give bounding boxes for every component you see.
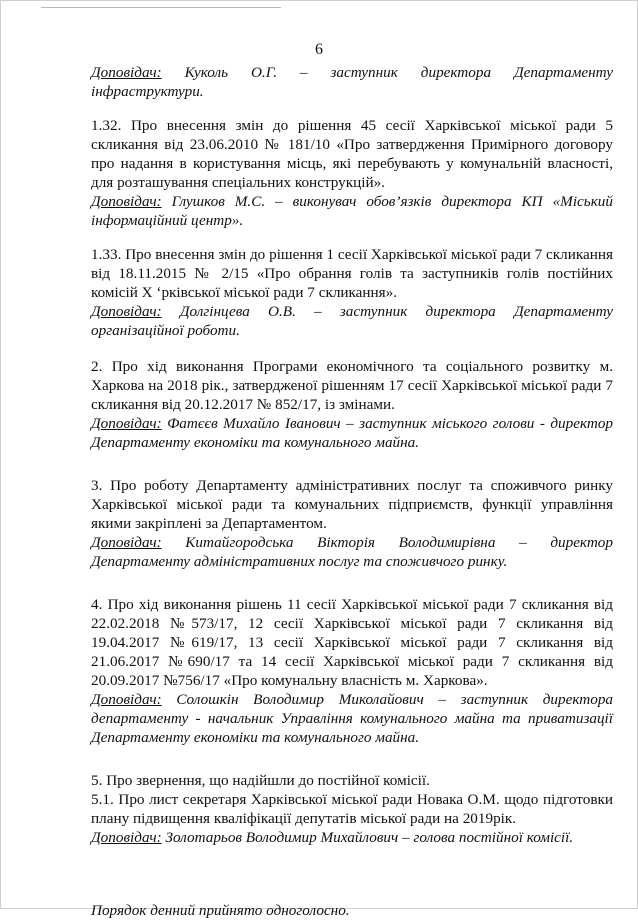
reporter-text: Долгінцева О.В. – заступник директора Департаменту організаційної роботи.: [91, 303, 614, 339]
reporter-text: Фатєєв Михайло Іванович – заступник міського голови - директор Департаменту економіки та комунального майна.: [91, 415, 614, 451]
reporter-text: Куколь О.Г. – заступник директора Департаменту інфраструктури.: [91, 64, 614, 100]
agenda-item-1-33: 1.33. Про внесення змін до рішення 1 сесії Харківської міської ради 7 скликання від 18.11.2015 № 2/15 «Про обрання голів та заступників голів постійних комісій Х ‘рківської міської ради 7 скликання».: [91, 246, 613, 301]
reporter-text: Глушков М.С. – виконувач обов’язків директора КП «Міський інформаційний центр».: [91, 193, 613, 229]
reporter-label: Доповідач:: [91, 691, 162, 708]
item-3-reporter: [91, 533, 613, 571]
item-1-32-reporter: [91, 192, 613, 230]
item-1-33-reporter: [91, 302, 613, 340]
reporter-label: Доповідач:: [91, 64, 162, 81]
intro-reporter: [91, 63, 613, 101]
reporter-label: Доповідач:: [91, 193, 162, 210]
scan-artifact-line: [41, 7, 281, 8]
reporter-label: Доповідач:: [91, 303, 162, 320]
agenda-item-1-32: 1.32. Про внесення змін до рішення 45 сесії Харківської міської ради 5 скликання від 23.06.2010 № 181/10 «Про затвердження Примірного договору про надання в користування місць, які перебувають у комунальній власності, для розташування спеціальних конструкцій».: [91, 117, 613, 191]
document-body: [91, 63, 613, 920]
agenda-item-4: 4. Про хід виконання рішень 11 сесії Харківської міської ради 7 скликання від 22.02.2018 №573/17, 12 сесії Харківської міської ради 7 скликання від 19.04.2017 №619/17, 13 сесії Харківської міської ради 7 скликання від 21.06.2017 №690/17 та 14 сесії Харківської міської ради 7 скликання від 20.09.2017 №756/17 «Про комунальну власність м. Харкова».: [91, 596, 613, 689]
reporter-text: Китайгородська Вікторія Володимирівна – директор Департаменту адміністративних послуг та споживчого ринку.: [91, 534, 613, 570]
reporter-label: Доповідач:: [91, 415, 162, 432]
item-5-1-reporter: [91, 828, 613, 847]
reporter-label: Доповідач:: [91, 829, 162, 846]
item-4-reporter: [91, 690, 613, 747]
closing-statement: Порядок денний прийнято одноголосно.: [91, 902, 350, 919]
agenda-item-3: 3. Про роботу Департаменту адміністративних послуг та споживчого ринку Харківської міської ради та комунальних підприємств, функції управління якими закріплені за Департаментом.: [91, 477, 613, 532]
reporter-text: Золотарьов Володимир Михайлович – голова постійної комісії.: [165, 829, 574, 846]
item-2-reporter: [91, 414, 613, 452]
agenda-item-5-1: 5.1. Про лист секретаря Харківської міської ради Новака О.М. щодо підготовки плану підвищення кваліфікації депутатів міської ради на 2019рік.: [91, 791, 613, 827]
reporter-text: Солошкін Володимир Миколайович – заступник директора департаменту - начальник Управління комунального майна та приватизації Департаменту економіки та комунального майна.: [91, 691, 614, 746]
page-number: 6: [315, 41, 323, 58]
agenda-item-2: 2. Про хід виконання Програми економічного та соціального розвитку м. Харкова на 2018 рік., затвердженої рішенням 17 сесії Харківської міської ради 7 скликання від 20.12.2017 № 852/17, із змінами.: [91, 358, 613, 413]
agenda-item-5-heading: 5. Про звернення, що надійшли до постійної комісії.: [91, 772, 430, 789]
reporter-label: Доповідач:: [91, 534, 162, 551]
